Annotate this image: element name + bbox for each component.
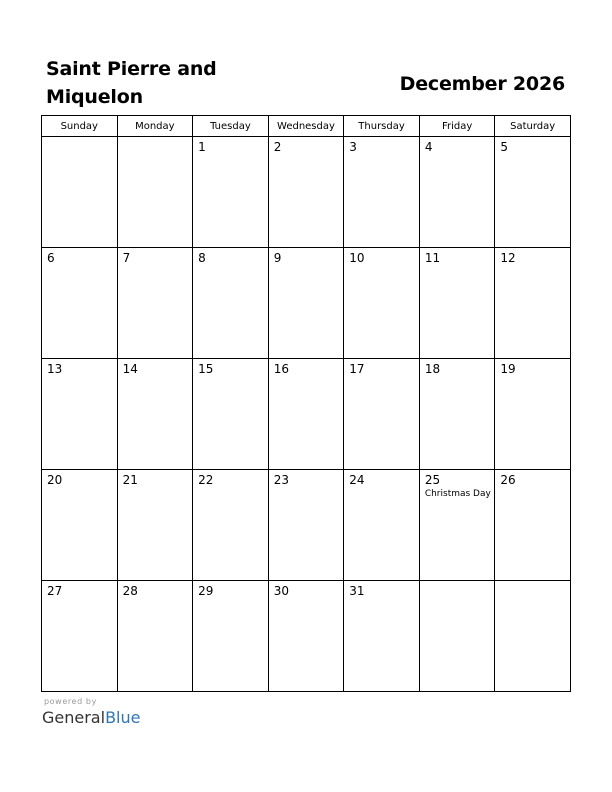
day-number: 7	[122, 251, 131, 265]
powered-by-label: powered by	[44, 697, 97, 706]
day-cell	[268, 581, 344, 692]
day-number	[118, 137, 193, 140]
day-cell	[419, 470, 495, 581]
weekday-header: Sunday	[42, 116, 118, 137]
day-number: 23	[273, 473, 289, 487]
day-number: 17	[349, 362, 365, 376]
day-number: 29	[198, 584, 214, 598]
week-row	[42, 137, 571, 248]
day-cell	[419, 248, 495, 359]
holiday-label: Christmas Day	[424, 489, 491, 499]
day-number: 18	[424, 362, 441, 376]
day-number: 27	[47, 584, 63, 598]
day-number: 5	[500, 140, 509, 154]
day-cell	[268, 137, 344, 248]
day-number: 30	[273, 584, 289, 598]
calendar-grid	[41, 115, 571, 692]
day-number: 9	[273, 251, 282, 265]
day-number: 24	[349, 473, 365, 487]
brand-logo	[42, 708, 140, 728]
day-number: 8	[198, 251, 206, 265]
day-number: 22	[198, 473, 214, 487]
day-number: 3	[349, 140, 357, 154]
day-number: 6	[47, 251, 55, 265]
day-number: 12	[500, 251, 516, 265]
day-cell	[495, 248, 571, 359]
day-cell	[268, 359, 344, 470]
day-cell	[193, 137, 269, 248]
day-cell	[193, 248, 269, 359]
week-row	[42, 581, 571, 692]
day-cell	[117, 359, 193, 470]
day-cell	[495, 137, 571, 248]
day-number: 26	[500, 473, 516, 487]
day-number	[42, 137, 117, 140]
week-row	[42, 359, 571, 470]
day-cell	[193, 470, 269, 581]
day-cell	[42, 248, 118, 359]
day-number: 2	[273, 140, 282, 154]
month-title: December 2026	[399, 73, 565, 95]
day-cell	[344, 470, 420, 581]
day-cell	[117, 248, 193, 359]
day-number: 13	[47, 362, 63, 376]
day-number	[420, 581, 495, 584]
weekday-header: Wednesday	[268, 116, 344, 137]
day-cell	[42, 581, 118, 692]
day-cell	[117, 470, 193, 581]
region-title: Saint Pierre and Miquelon	[46, 58, 217, 108]
weekday-header: Friday	[419, 116, 495, 137]
day-number: 25	[424, 473, 441, 487]
day-number: 1	[198, 140, 206, 154]
day-number: 21	[122, 473, 138, 487]
day-cell	[344, 581, 420, 692]
day-number: 15	[198, 362, 214, 376]
day-number: 4	[424, 140, 433, 154]
day-number: 10	[349, 251, 365, 265]
week-row	[42, 248, 571, 359]
day-cell	[268, 470, 344, 581]
day-number	[495, 581, 570, 584]
day-number: 28	[122, 584, 138, 598]
day-number: 16	[273, 362, 289, 376]
day-cell	[344, 248, 420, 359]
day-cell	[193, 581, 269, 692]
day-cell	[42, 359, 118, 470]
day-cell	[419, 581, 495, 692]
day-cell	[419, 137, 495, 248]
weekday-header: Tuesday	[193, 116, 269, 137]
weekday-header: Monday	[117, 116, 193, 137]
weekday-header-row	[42, 116, 571, 137]
day-number: 19	[500, 362, 516, 376]
day-number: 11	[424, 251, 441, 265]
day-number: 14	[122, 362, 138, 376]
day-cell	[495, 470, 571, 581]
day-cell	[193, 359, 269, 470]
day-cell	[344, 137, 420, 248]
day-cell	[117, 137, 193, 248]
week-row	[42, 470, 571, 581]
day-cell	[495, 581, 571, 692]
day-cell	[344, 359, 420, 470]
weekday-header: Thursday	[344, 116, 420, 137]
day-number: 31	[349, 584, 365, 598]
day-cell	[419, 359, 495, 470]
day-cell	[117, 581, 193, 692]
day-cell	[495, 359, 571, 470]
weekday-header: Saturday	[495, 116, 571, 137]
brand-general: General	[42, 708, 106, 727]
day-cell	[42, 470, 118, 581]
day-number: 20	[47, 473, 63, 487]
brand-blue: Blue	[105, 708, 141, 727]
day-cell	[42, 137, 118, 248]
day-cell	[268, 248, 344, 359]
